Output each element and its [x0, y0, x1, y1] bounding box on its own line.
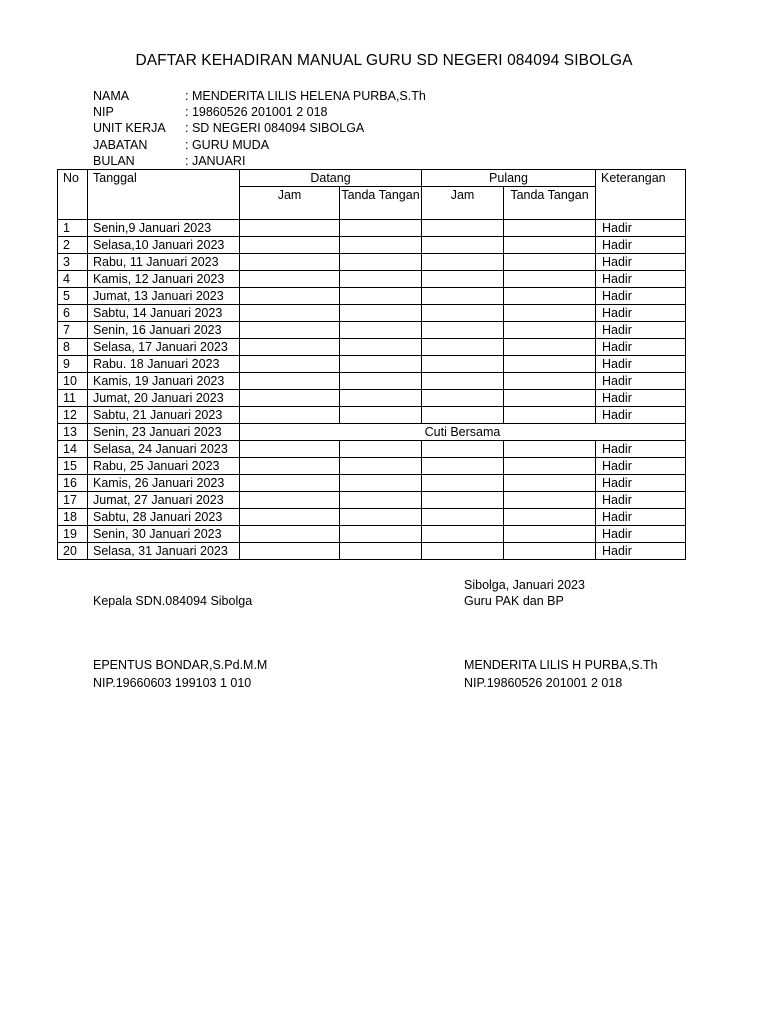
cell-tanggal: Selasa, 17 Januari 2023: [88, 339, 240, 356]
cell-pulang-jam: [422, 509, 504, 526]
cell-tanggal: Jumat, 27 Januari 2023: [88, 492, 240, 509]
header-datang-jam: Jam: [240, 187, 340, 220]
cell-keterangan: Hadir: [596, 407, 686, 424]
cell-datang-tanda-tangan: [340, 543, 422, 560]
cell-pulang-tanda-tangan: [504, 237, 596, 254]
cell-pulang-jam: [422, 492, 504, 509]
teacher-nip: NIP.19860526 201001 2 018: [464, 676, 623, 690]
cell-no: 9: [58, 356, 88, 373]
cell-datang-jam: [240, 492, 340, 509]
cell-keterangan: Hadir: [596, 543, 686, 560]
header-keterangan: Keterangan: [596, 170, 686, 220]
cell-datang-tanda-tangan: [340, 288, 422, 305]
info-label: NAMA: [93, 89, 130, 103]
cell-tanggal: Kamis, 26 Januari 2023: [88, 475, 240, 492]
table-row: [58, 543, 686, 560]
cell-pulang-jam: [422, 288, 504, 305]
cell-datang-jam: [240, 407, 340, 424]
cell-pulang-jam: [422, 543, 504, 560]
table-row: [58, 424, 686, 441]
cell-keterangan: Hadir: [596, 475, 686, 492]
cell-pulang-jam: [422, 526, 504, 543]
cell-pulang-jam: [422, 339, 504, 356]
table-row: [58, 492, 686, 509]
cell-keterangan: Hadir: [596, 458, 686, 475]
cell-no: 13: [58, 424, 88, 441]
cell-pulang-jam: [422, 271, 504, 288]
cell-datang-tanda-tangan: [340, 390, 422, 407]
cell-no: 4: [58, 271, 88, 288]
cell-tanggal: Selasa, 24 Januari 2023: [88, 441, 240, 458]
cell-datang-jam: [240, 475, 340, 492]
header-pulang-tanda-tangan: Tanda Tangan: [504, 187, 596, 220]
cell-datang-jam: [240, 390, 340, 407]
cell-datang-tanda-tangan: [340, 339, 422, 356]
cell-datang-jam: [240, 237, 340, 254]
info-row-nip: [93, 104, 426, 120]
cell-datang-jam: [240, 339, 340, 356]
cell-tanggal: Rabu, 25 Januari 2023: [88, 458, 240, 475]
cell-pulang-tanda-tangan: [504, 390, 596, 407]
info-row-unit-kerja: [93, 120, 426, 136]
cell-datang-tanda-tangan: [340, 271, 422, 288]
cell-no: 11: [58, 390, 88, 407]
table-row: [58, 356, 686, 373]
teacher-role: Guru PAK dan BP: [464, 594, 564, 608]
cell-tanggal: Senin, 30 Januari 2023: [88, 526, 240, 543]
cell-pulang-tanda-tangan: [504, 526, 596, 543]
table-row: [58, 322, 686, 339]
cell-datang-jam: [240, 509, 340, 526]
cell-pulang-jam: [422, 390, 504, 407]
info-label: JABATAN: [93, 137, 148, 152]
cell-pulang-tanda-tangan: [504, 543, 596, 560]
cell-datang-tanda-tangan: [340, 441, 422, 458]
cell-no: 7: [58, 322, 88, 339]
cell-pulang-jam: [422, 458, 504, 475]
cell-no: 2: [58, 237, 88, 254]
cell-keterangan: Hadir: [596, 373, 686, 390]
cell-keterangan: Hadir: [596, 271, 686, 288]
cell-datang-jam: [240, 373, 340, 390]
cell-tanggal: Rabu, 11 Januari 2023: [88, 254, 240, 271]
cell-keterangan: Hadir: [596, 322, 686, 339]
header-datang-tanda-tangan: Tanda Tangan: [340, 187, 422, 220]
table-row: [58, 458, 686, 475]
info-value: : GURU MUDA: [185, 137, 270, 152]
cell-keterangan: Hadir: [596, 305, 686, 322]
cell-datang-tanda-tangan: [340, 322, 422, 339]
cell-datang-tanda-tangan: [340, 475, 422, 492]
table-row: [58, 475, 686, 492]
cell-pulang-tanda-tangan: [504, 322, 596, 339]
cell-datang-tanda-tangan: [340, 373, 422, 390]
headmaster-nip: NIP.19660603 199103 1 010: [93, 676, 252, 690]
info-row-nama: [93, 88, 426, 104]
cell-datang-tanda-tangan: [340, 356, 422, 373]
document-title: DAFTAR KEHADIRAN MANUAL GURU SD NEGERI 084094 SIBOLGA: [135, 52, 633, 69]
cell-pulang-tanda-tangan: [504, 356, 596, 373]
table-header: [58, 170, 686, 220]
cell-datang-tanda-tangan: [340, 492, 422, 509]
table-row: [58, 254, 686, 271]
header-tanggal: Tanggal: [88, 170, 240, 220]
cell-tanggal: Sabtu, 21 Januari 2023: [88, 407, 240, 424]
info-row-bulan: [93, 153, 426, 169]
cell-tanggal: Jumat, 20 Januari 2023: [88, 390, 240, 407]
info-value: : JANUARI: [185, 153, 246, 168]
header-no: No: [58, 170, 88, 220]
cell-pulang-tanda-tangan: [504, 492, 596, 509]
place-date: Sibolga, Januari 2023: [464, 578, 585, 592]
cell-datang-jam: [240, 254, 340, 271]
cell-datang-tanda-tangan: [340, 254, 422, 271]
table-row: [58, 339, 686, 356]
table-row: [58, 271, 686, 288]
cell-keterangan: Hadir: [596, 492, 686, 509]
cell-keterangan: Hadir: [596, 509, 686, 526]
cell-pulang-tanda-tangan: [504, 339, 596, 356]
header-datang: Datang: [240, 170, 422, 187]
cell-datang-jam: [240, 458, 340, 475]
cell-no: 12: [58, 407, 88, 424]
cell-datang-jam: [240, 543, 340, 560]
cell-pulang-tanda-tangan: [504, 254, 596, 271]
cell-pulang-jam: [422, 322, 504, 339]
cell-no: 16: [58, 475, 88, 492]
teacher-name: MENDERITA LILIS H PURBA,S.Th: [464, 658, 658, 672]
cell-no: 6: [58, 305, 88, 322]
table-row: [58, 441, 686, 458]
cell-datang-jam: [240, 356, 340, 373]
headmaster-role: Kepala SDN.084094 Sibolga: [93, 594, 253, 608]
cell-tanggal: Rabu. 18 Januari 2023: [88, 356, 240, 373]
info-value: : MENDERITA LILIS HELENA PURBA,S.Th: [185, 89, 426, 103]
cell-pulang-tanda-tangan: [504, 220, 596, 237]
table-row: [58, 305, 686, 322]
cell-pulang-jam: [422, 237, 504, 254]
header-pulang-jam: Jam: [422, 187, 504, 220]
table-row: [58, 390, 686, 407]
cell-pulang-tanda-tangan: [504, 458, 596, 475]
cell-no: 18: [58, 509, 88, 526]
cell-no: 8: [58, 339, 88, 356]
cell-datang-jam: [240, 288, 340, 305]
cell-no: 20: [58, 543, 88, 560]
cell-keterangan: Hadir: [596, 526, 686, 543]
cell-pulang-jam: [422, 356, 504, 373]
info-label: NIP: [93, 105, 114, 120]
cell-tanggal: Selasa, 31 Januari 2023: [88, 543, 240, 560]
cell-keterangan: Hadir: [596, 356, 686, 373]
cell-keterangan: Hadir: [596, 339, 686, 356]
cell-pulang-tanda-tangan: [504, 305, 596, 322]
cell-pulang-tanda-tangan: [504, 441, 596, 458]
cell-no: 17: [58, 492, 88, 509]
header-pulang: Pulang: [422, 170, 596, 187]
info-label: UNIT KERJA: [93, 121, 166, 136]
table-row: [58, 373, 686, 390]
info-value: : 19860526 201001 2 018: [185, 105, 328, 120]
cell-tanggal: Sabtu, 28 Januari 2023: [88, 509, 240, 526]
cell-pulang-jam: [422, 254, 504, 271]
cell-pulang-tanda-tangan: [504, 407, 596, 424]
cell-pulang-tanda-tangan: [504, 288, 596, 305]
cell-datang-jam: [240, 305, 340, 322]
cell-datang-tanda-tangan: [340, 526, 422, 543]
cell-pulang-tanda-tangan: [504, 373, 596, 390]
info-row-jabatan: [93, 137, 426, 153]
cell-no: 3: [58, 254, 88, 271]
cell-datang-tanda-tangan: [340, 220, 422, 237]
cell-tanggal: Kamis, 19 Januari 2023: [88, 373, 240, 390]
cell-keterangan: Hadir: [596, 237, 686, 254]
cell-datang-jam: [240, 526, 340, 543]
cell-pulang-jam: [422, 441, 504, 458]
cell-no: 1: [58, 220, 88, 237]
cell-no: 14: [58, 441, 88, 458]
cell-keterangan: Hadir: [596, 220, 686, 237]
info-label: BULAN: [93, 153, 135, 168]
cell-no: 15: [58, 458, 88, 475]
cell-pulang-jam: [422, 475, 504, 492]
teacher-info: [93, 88, 426, 169]
cell-tanggal: Kamis, 12 Januari 2023: [88, 271, 240, 288]
cell-keterangan: Hadir: [596, 254, 686, 271]
table-row: [58, 526, 686, 543]
cell-keterangan: Hadir: [596, 390, 686, 407]
table-row: [58, 288, 686, 305]
table-row: [58, 237, 686, 254]
cell-datang-jam: [240, 220, 340, 237]
cell-no: 19: [58, 526, 88, 543]
cell-pulang-jam: [422, 407, 504, 424]
cell-datang-jam: [240, 322, 340, 339]
cell-pulang-tanda-tangan: [504, 509, 596, 526]
cell-tanggal: Senin,9 Januari 2023: [88, 220, 240, 237]
cell-tanggal: Selasa,10 Januari 2023: [88, 237, 240, 254]
cell-datang-jam: [240, 271, 340, 288]
cell-datang-tanda-tangan: [340, 407, 422, 424]
cell-datang-tanda-tangan: [340, 458, 422, 475]
cell-datang-tanda-tangan: [340, 237, 422, 254]
table-row: [58, 509, 686, 526]
cell-keterangan: Hadir: [596, 288, 686, 305]
cell-keterangan: Hadir: [596, 441, 686, 458]
cell-no: 5: [58, 288, 88, 305]
headmaster-name: EPENTUS BONDAR,S.Pd.M.M: [93, 658, 268, 672]
cell-tanggal: Jumat, 13 Januari 2023: [88, 288, 240, 305]
cell-datang-jam: [240, 441, 340, 458]
cell-pulang-jam: [422, 220, 504, 237]
info-value: : SD NEGERI 084094 SIBOLGA: [185, 121, 365, 136]
cell-tanggal: Senin, 23 Januari 2023: [88, 424, 240, 441]
cell-pulang-tanda-tangan: [504, 271, 596, 288]
cell-merged-note: Cuti Bersama: [240, 424, 686, 441]
cell-pulang-jam: [422, 373, 504, 390]
cell-tanggal: Senin, 16 Januari 2023: [88, 322, 240, 339]
table-body: [58, 220, 686, 560]
table-row: [58, 407, 686, 424]
cell-datang-tanda-tangan: [340, 509, 422, 526]
attendance-table: [57, 169, 686, 560]
table-row: [58, 220, 686, 237]
cell-pulang-jam: [422, 305, 504, 322]
cell-datang-tanda-tangan: [340, 305, 422, 322]
cell-tanggal: Sabtu, 14 Januari 2023: [88, 305, 240, 322]
cell-no: 10: [58, 373, 88, 390]
cell-pulang-tanda-tangan: [504, 475, 596, 492]
